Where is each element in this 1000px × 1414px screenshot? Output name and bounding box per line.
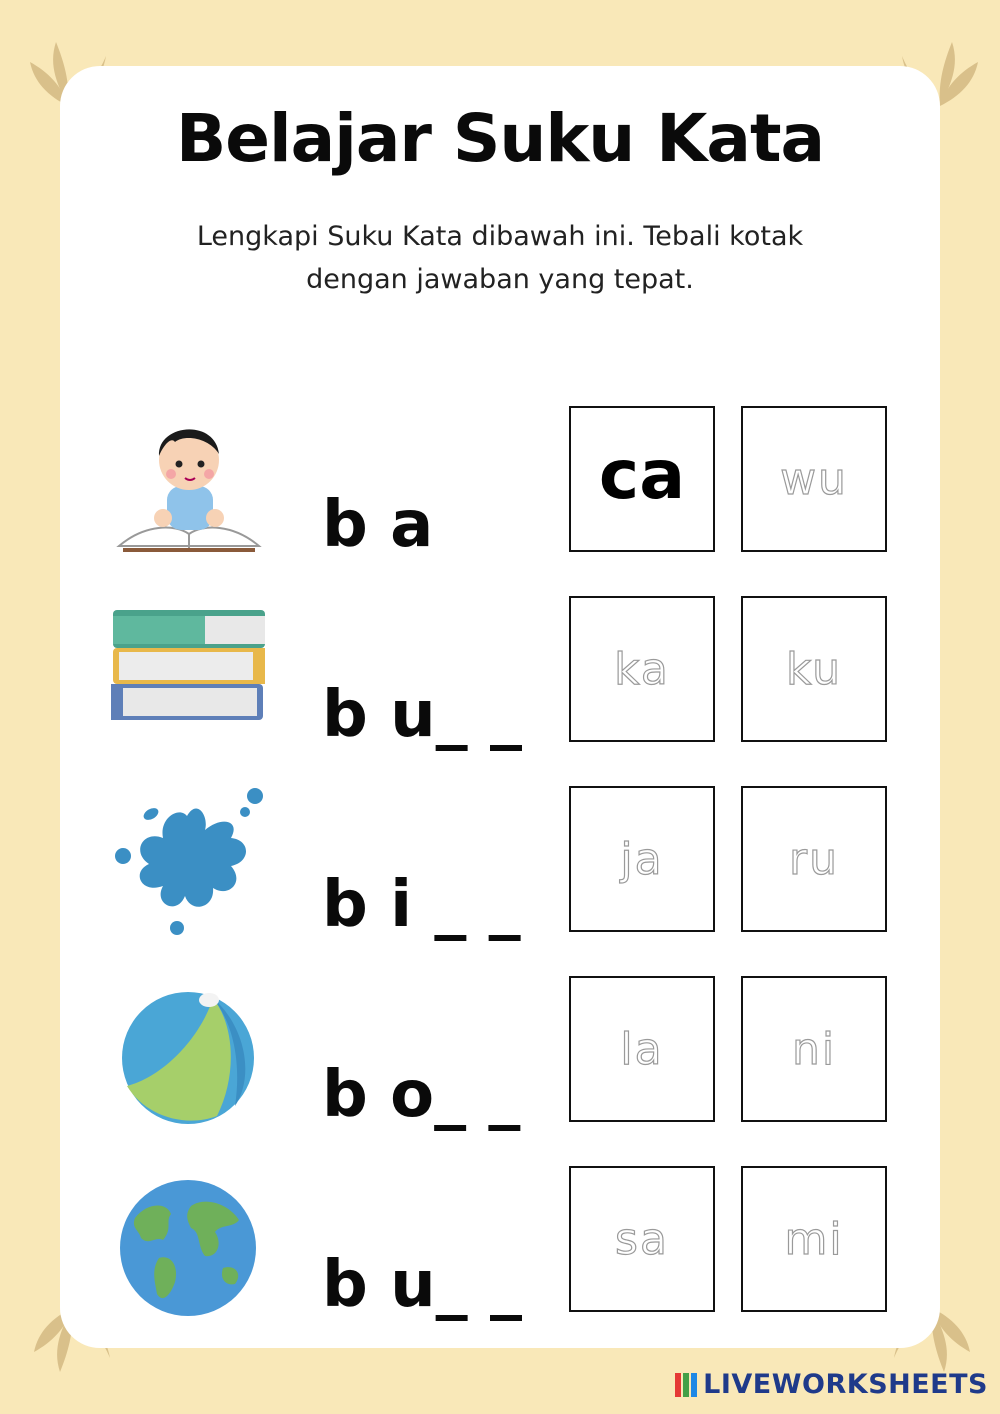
brand-name: LIVEWORKSHEETS [703, 1369, 988, 1400]
answer-box[interactable] [569, 406, 715, 552]
stack-of-books-icon [105, 596, 270, 746]
answer-option-trace: ru [789, 833, 839, 885]
syllable-word: b i _ _ [322, 868, 521, 942]
answer-option-trace: la [620, 1023, 664, 1075]
exercise-row [0, 976, 1000, 1132]
water-splash-icon [105, 786, 270, 936]
exercise-row [0, 406, 1000, 562]
answer-box[interactable] [569, 596, 715, 742]
answer-box[interactable] [741, 1166, 887, 1312]
answer-option-trace: sa [615, 1213, 669, 1265]
instructions-text: Lengkapi Suku Kata dibawah ini. Tebali kotak dengan jawaban yang tepat. [196, 221, 804, 295]
answer-box[interactable] [741, 596, 887, 742]
answer-option-trace: ja [620, 833, 664, 885]
liveworksheets-logo [675, 1369, 988, 1400]
exercise-row [0, 786, 1000, 942]
answer-box[interactable] [569, 976, 715, 1122]
answer-box[interactable] [741, 786, 887, 932]
answer-box[interactable] [569, 1166, 715, 1312]
earth-globe-icon [105, 1166, 270, 1316]
beach-ball-icon [105, 976, 270, 1126]
answer-box[interactable] [741, 406, 887, 552]
answer-option-filled: ca [598, 435, 686, 515]
syllable-word: b u_ _ [322, 1248, 522, 1322]
worksheet-title: Belajar Suku Kata [175, 100, 825, 177]
answer-box[interactable] [569, 786, 715, 932]
answer-option-trace: mi [784, 1213, 844, 1265]
answer-box[interactable] [741, 976, 887, 1122]
boy-reading-book-icon [105, 406, 270, 556]
answer-option-trace: ka [614, 643, 670, 695]
syllable-word: b o_ _ [322, 1058, 521, 1132]
answer-option-trace: ku [785, 643, 842, 695]
answer-option-trace: wu [780, 453, 848, 505]
exercise-row [0, 596, 1000, 752]
answer-option-trace: ni [791, 1023, 837, 1075]
liveworksheets-mark-icon [675, 1373, 697, 1397]
exercise-row [0, 1166, 1000, 1322]
syllable-word: b a [322, 488, 434, 562]
syllable-word: b u_ _ [322, 678, 522, 752]
